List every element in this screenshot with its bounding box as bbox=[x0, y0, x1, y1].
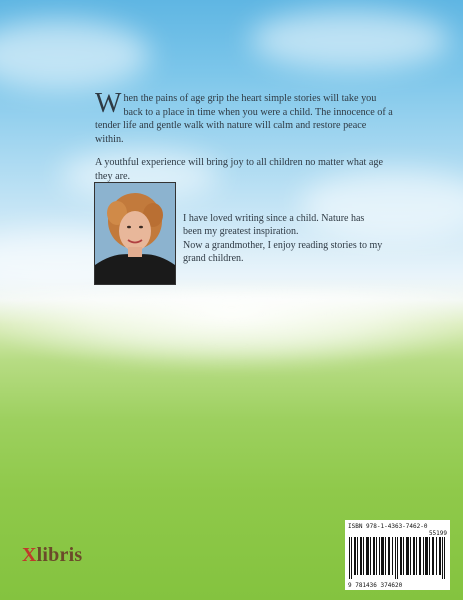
logo-x: X bbox=[22, 544, 37, 566]
bio-line-1: I have loved writing since a child. Nature has been my greatest inspiration. bbox=[183, 213, 365, 238]
author-photo bbox=[94, 182, 176, 285]
barcode-bars bbox=[348, 537, 447, 579]
blurb bbox=[95, 88, 395, 193]
publisher-logo bbox=[22, 544, 82, 567]
isbn-barcode bbox=[345, 520, 450, 590]
bio-line-2: Now a grandmother, I enjoy reading stories to my grand children. bbox=[183, 239, 383, 264]
author-bio bbox=[183, 212, 383, 265]
blurb-paragraph-2: A youthful experience will bring joy to all children no matter what age they are. bbox=[95, 157, 383, 182]
grass-edge bbox=[0, 290, 463, 370]
cloud bbox=[250, 10, 450, 70]
barcode-digits: 9 781436 374620 bbox=[348, 582, 403, 589]
cloud bbox=[0, 20, 150, 90]
drop-cap: W bbox=[95, 88, 122, 119]
isbn-text: ISBN 978-1-4363-7462-0 bbox=[348, 523, 428, 530]
blurb-paragraph-1-text: hen the pains of age grip the heart simple stories will take you back to a place in time when you were a child. The innocence of a tender life and gentle walk with nature will calm and restore peace within. bbox=[95, 93, 393, 145]
author-portrait-icon bbox=[95, 183, 175, 284]
blurb-paragraph-1 bbox=[95, 88, 395, 146]
price-code: 55199 bbox=[428, 530, 447, 537]
logo-text: libris bbox=[36, 544, 83, 566]
